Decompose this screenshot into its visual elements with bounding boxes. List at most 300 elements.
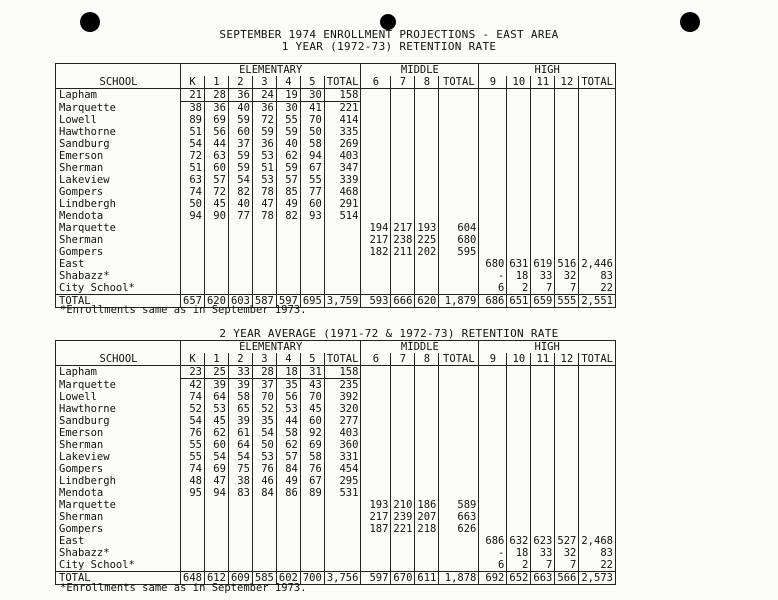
table-row	[56, 114, 616, 126]
table-cell	[391, 415, 415, 427]
column-header: 1	[204, 353, 228, 366]
table-cell	[579, 499, 616, 511]
table-cell: 56	[204, 126, 228, 138]
table-cell	[415, 391, 439, 403]
table-cell	[479, 487, 507, 499]
table-cell: 186	[415, 499, 439, 511]
table-row	[56, 89, 616, 102]
table-cell: 59	[228, 162, 252, 174]
table-row	[56, 499, 616, 511]
table-cell: 76	[252, 463, 276, 475]
table-cell	[555, 150, 579, 162]
school-name: Emerson	[56, 427, 181, 439]
table-cell	[555, 126, 579, 138]
table-cell: 76	[300, 463, 324, 475]
table-cell	[415, 451, 439, 463]
column-header: 5	[300, 353, 324, 366]
table-cell	[479, 415, 507, 427]
table-cell	[507, 451, 531, 463]
table-cell: 63	[181, 174, 205, 186]
table-cell	[204, 246, 228, 258]
table-cell	[228, 258, 252, 270]
table-cell	[479, 150, 507, 162]
table-cell	[228, 282, 252, 295]
total-cell: 597	[361, 572, 391, 585]
table-cell: 291	[324, 198, 361, 210]
table-cell	[439, 559, 479, 572]
table-cell	[531, 487, 555, 499]
column-header: 8	[415, 76, 439, 89]
table-cell	[391, 174, 415, 186]
table-cell	[391, 89, 415, 102]
table-cell	[391, 186, 415, 198]
table-cell	[391, 559, 415, 572]
table-cell	[579, 475, 616, 487]
table-cell	[479, 523, 507, 535]
column-header: 3	[252, 353, 276, 366]
column-header: 9	[479, 353, 507, 366]
table-cell	[555, 511, 579, 523]
table-row	[56, 547, 616, 559]
table-cell: 77	[300, 186, 324, 198]
table-cell	[228, 511, 252, 523]
school-name: Lakeview	[56, 174, 181, 186]
table-cell: 74	[181, 391, 205, 403]
table-cell	[479, 427, 507, 439]
table-cell	[479, 403, 507, 415]
table-cell	[181, 282, 205, 295]
table-cell	[361, 366, 391, 379]
school-name: City School*	[56, 559, 181, 572]
table-cell	[579, 511, 616, 523]
table-cell: 51	[252, 162, 276, 174]
table-row	[56, 174, 616, 186]
table-cell	[181, 523, 205, 535]
table-cell	[439, 451, 479, 463]
total-cell: 603	[228, 295, 252, 308]
table-cell	[439, 102, 479, 115]
table-cell	[415, 415, 439, 427]
table-cell	[439, 475, 479, 487]
table-cell: 85	[276, 186, 300, 198]
table-cell: 589	[439, 499, 479, 511]
school-name: Mendota	[56, 487, 181, 499]
table-cell: 83	[579, 547, 616, 559]
table-cell	[276, 234, 300, 246]
table-cell	[361, 403, 391, 415]
table-cell	[479, 89, 507, 102]
table-cell	[361, 126, 391, 138]
total-cell: 555	[555, 295, 579, 308]
table-cell: 2,446	[579, 258, 616, 270]
table-cell	[579, 379, 616, 392]
table-cell: 50	[252, 439, 276, 451]
table-row	[56, 222, 616, 234]
school-name: Mendota	[56, 210, 181, 222]
table-cell: 83	[579, 270, 616, 282]
table-cell	[276, 523, 300, 535]
school-name: Lapham	[56, 366, 181, 379]
table2-subtitle: 2 YEAR AVERAGE (1971-72 & 1972-73) RETENTION RATE	[219, 327, 559, 340]
school-name: Hawthorne	[56, 126, 181, 138]
table-cell: 2,468	[579, 535, 616, 547]
table-cell	[531, 222, 555, 234]
school-name: Lindbergh	[56, 198, 181, 210]
table-cell: 74	[181, 186, 205, 198]
school-name: Gompers	[56, 186, 181, 198]
table-cell	[415, 174, 439, 186]
table-cell	[555, 403, 579, 415]
table-cell	[531, 102, 555, 115]
table-cell: 35	[252, 415, 276, 427]
table-cell	[507, 415, 531, 427]
table-cell: 28	[204, 89, 228, 102]
column-header: 2	[228, 353, 252, 366]
table-row	[56, 523, 616, 535]
table-cell: 2	[507, 282, 531, 295]
table-cell	[555, 487, 579, 499]
table-cell	[579, 186, 616, 198]
table1-subtitle: 1 YEAR (1972-73) RETENTION RATE	[281, 40, 497, 53]
table-cell	[204, 511, 228, 523]
table-cell: 45	[300, 403, 324, 415]
table-cell: 604	[439, 222, 479, 234]
table-row	[56, 210, 616, 222]
table-cell	[391, 126, 415, 138]
table-cell	[579, 451, 616, 463]
table-cell: 89	[300, 487, 324, 499]
table-cell	[507, 150, 531, 162]
table-cell: 36	[228, 89, 252, 102]
table-cell: 51	[181, 162, 205, 174]
table-cell	[300, 282, 324, 295]
table-row	[56, 282, 616, 295]
column-header: 4	[276, 76, 300, 89]
table-cell: 54	[204, 451, 228, 463]
table-cell: 239	[391, 511, 415, 523]
table-cell	[415, 403, 439, 415]
table-cell	[252, 246, 276, 258]
table-cell	[252, 523, 276, 535]
table-cell	[276, 258, 300, 270]
table-cell	[507, 439, 531, 451]
header-elementary: ELEMENTARY	[181, 64, 361, 77]
table-cell	[204, 258, 228, 270]
table-cell	[479, 198, 507, 210]
table-cell	[531, 391, 555, 403]
table-cell	[531, 379, 555, 392]
table-cell: 158	[324, 89, 361, 102]
table-cell	[507, 403, 531, 415]
table-cell	[391, 198, 415, 210]
table-cell: 64	[228, 439, 252, 451]
table-cell	[507, 427, 531, 439]
table-cell: -	[479, 547, 507, 559]
table-cell	[391, 258, 415, 270]
total-cell: 686	[479, 295, 507, 308]
table-cell: 54	[181, 138, 205, 150]
table-cell	[439, 535, 479, 547]
table-cell: 40	[276, 138, 300, 150]
table-row	[56, 138, 616, 150]
table-cell: 47	[204, 475, 228, 487]
table-cell: 626	[439, 523, 479, 535]
table-cell	[439, 138, 479, 150]
table-cell: 83	[228, 487, 252, 499]
table-cell	[507, 126, 531, 138]
table-cell	[324, 535, 361, 547]
table-cell: 57	[276, 451, 300, 463]
table-cell	[439, 463, 479, 475]
table-cell	[579, 403, 616, 415]
table-cell	[579, 463, 616, 475]
table-cell	[391, 403, 415, 415]
table-cell	[276, 499, 300, 511]
table-cell: 54	[228, 451, 252, 463]
table-cell	[439, 126, 479, 138]
table-cell	[531, 174, 555, 186]
table-cell	[531, 463, 555, 475]
table-cell	[391, 366, 415, 379]
column-header: TOTAL	[579, 76, 616, 89]
table-cell: 52	[252, 403, 276, 415]
table-cell: 65	[228, 403, 252, 415]
table-cell	[415, 427, 439, 439]
table-cell: 347	[324, 162, 361, 174]
table-row	[56, 366, 616, 379]
table-cell	[479, 210, 507, 222]
table-cell	[579, 391, 616, 403]
table-cell	[507, 162, 531, 174]
table-cell: 49	[276, 475, 300, 487]
table-cell	[555, 379, 579, 392]
column-header: 7	[391, 76, 415, 89]
table-cell: 527	[555, 535, 579, 547]
table-cell	[361, 186, 391, 198]
total-cell: 3,756	[324, 572, 361, 585]
school-name: East	[56, 258, 181, 270]
header-blank	[56, 341, 181, 354]
table-cell	[531, 89, 555, 102]
table-cell: 60	[204, 439, 228, 451]
table-cell: 23	[181, 366, 205, 379]
total-cell: 663	[531, 572, 555, 585]
table-cell: 41	[300, 102, 324, 115]
table-cell	[555, 222, 579, 234]
table-cell	[507, 246, 531, 258]
table-cell	[479, 439, 507, 451]
table-cell: 60	[204, 162, 228, 174]
table-cell	[300, 559, 324, 572]
table-cell: 78	[252, 210, 276, 222]
table-row	[56, 270, 616, 282]
table-cell	[324, 246, 361, 258]
table-cell	[579, 89, 616, 102]
table-cell	[204, 499, 228, 511]
table-cell	[579, 246, 616, 258]
table-cell: 72	[252, 114, 276, 126]
table-cell	[391, 391, 415, 403]
table-cell: 45	[204, 415, 228, 427]
table-cell	[300, 246, 324, 258]
table-cell	[531, 210, 555, 222]
table-cell	[324, 499, 361, 511]
table-cell: 28	[252, 366, 276, 379]
table-cell	[507, 186, 531, 198]
column-header: 10	[507, 353, 531, 366]
table-cell: 531	[324, 487, 361, 499]
table-cell	[181, 559, 205, 572]
table-cell	[361, 559, 391, 572]
table-cell	[228, 547, 252, 559]
school-name: Hawthorne	[56, 403, 181, 415]
table-cell	[479, 379, 507, 392]
table-cell	[531, 475, 555, 487]
table-cell: 59	[276, 162, 300, 174]
table-row	[56, 126, 616, 138]
table-cell	[391, 439, 415, 451]
table-cell	[361, 487, 391, 499]
table-cell	[439, 403, 479, 415]
table-cell	[439, 150, 479, 162]
table-cell: 77	[228, 210, 252, 222]
table-row	[56, 559, 616, 572]
table-cell: 277	[324, 415, 361, 427]
table-cell	[300, 547, 324, 559]
table-cell: 335	[324, 126, 361, 138]
table-cell: 57	[204, 174, 228, 186]
table-cell	[361, 174, 391, 186]
table-cell: 221	[391, 523, 415, 535]
table-cell: 78	[252, 186, 276, 198]
table-cell	[555, 523, 579, 535]
table-cell: 93	[300, 210, 324, 222]
table-cell	[507, 523, 531, 535]
table-cell	[181, 535, 205, 547]
table-cell	[439, 415, 479, 427]
table-cell: 33	[531, 547, 555, 559]
table-cell	[300, 499, 324, 511]
table-cell: 38	[228, 475, 252, 487]
total-cell: 612	[204, 572, 228, 585]
column-header: 6	[361, 76, 391, 89]
school-name: Gompers	[56, 463, 181, 475]
total-cell: 2,573	[579, 572, 616, 585]
table-cell: 60	[300, 415, 324, 427]
table-cell	[479, 391, 507, 403]
table-cell: 90	[204, 210, 228, 222]
table-cell	[252, 547, 276, 559]
table-row	[56, 162, 616, 174]
table-cell: 19	[276, 89, 300, 102]
table-cell: 72	[204, 186, 228, 198]
table-cell	[391, 487, 415, 499]
table-cell	[479, 499, 507, 511]
table-cell: 36	[252, 102, 276, 115]
table-cell: 59	[276, 126, 300, 138]
table-cell: 57	[276, 174, 300, 186]
table-cell	[391, 150, 415, 162]
table-cell	[555, 451, 579, 463]
table-cell	[324, 523, 361, 535]
total-cell: 566	[555, 572, 579, 585]
table-cell: 403	[324, 150, 361, 162]
table-cell: 6	[479, 282, 507, 295]
table-cell: 70	[300, 114, 324, 126]
table-cell	[415, 535, 439, 547]
school-name: Lakeview	[56, 451, 181, 463]
table-cell	[415, 475, 439, 487]
table-cell: 18	[507, 547, 531, 559]
table-cell	[479, 174, 507, 186]
table-cell: 514	[324, 210, 361, 222]
table-cell	[507, 511, 531, 523]
table-cell	[507, 174, 531, 186]
table-cell	[361, 463, 391, 475]
table-row	[56, 427, 616, 439]
total-cell: 700	[300, 572, 324, 585]
table-cell	[391, 102, 415, 115]
table-cell	[531, 523, 555, 535]
table-cell: 69	[300, 439, 324, 451]
table-cell: 53	[204, 403, 228, 415]
table-cell	[507, 114, 531, 126]
table-cell	[361, 391, 391, 403]
table-cell	[531, 427, 555, 439]
table-cell: 414	[324, 114, 361, 126]
table-cell	[252, 499, 276, 511]
table-cell	[276, 547, 300, 559]
table-row	[56, 535, 616, 547]
table-cell	[252, 270, 276, 282]
table-cell: 7	[555, 559, 579, 572]
table-cell	[415, 186, 439, 198]
table-cell: 86	[276, 487, 300, 499]
table-row	[56, 487, 616, 499]
table-cell	[579, 210, 616, 222]
table-row	[56, 511, 616, 523]
table-cell	[479, 475, 507, 487]
header-middle: MIDDLE	[361, 64, 479, 77]
table-cell: 55	[181, 439, 205, 451]
table-cell: 84	[276, 463, 300, 475]
table-cell	[415, 210, 439, 222]
table-cell: 30	[300, 89, 324, 102]
table-cell: 21	[181, 89, 205, 102]
table-cell	[276, 282, 300, 295]
table-cell	[324, 559, 361, 572]
table-cell	[415, 282, 439, 295]
table-cell	[361, 198, 391, 210]
table-cell: 631	[507, 258, 531, 270]
table-cell	[181, 270, 205, 282]
table-cell	[579, 174, 616, 186]
table-cell	[415, 102, 439, 115]
table-cell: 392	[324, 391, 361, 403]
table-cell	[361, 439, 391, 451]
table-cell	[479, 114, 507, 126]
table-cell	[555, 499, 579, 511]
table-cell	[507, 391, 531, 403]
total-cell: 666	[391, 295, 415, 308]
table-cell	[507, 463, 531, 475]
table-cell	[391, 463, 415, 475]
table-cell	[579, 366, 616, 379]
table-cell	[415, 114, 439, 126]
table-cell: 2	[507, 559, 531, 572]
table-cell: 7	[531, 559, 555, 572]
table-cell	[204, 559, 228, 572]
